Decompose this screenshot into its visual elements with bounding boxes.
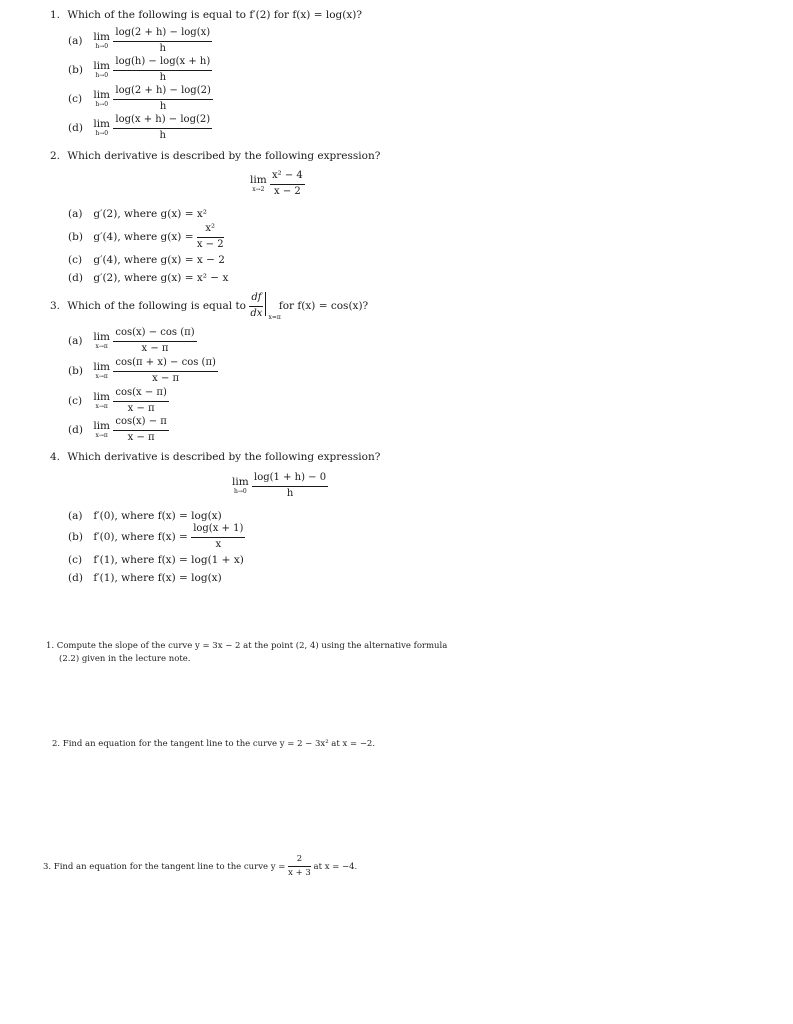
question-number: 1. xyxy=(50,9,61,21)
question-text: Which of the following is equal to f′(2) for f(x) = log(x)? xyxy=(67,9,363,21)
q4-option-a xyxy=(68,510,222,522)
derivative-fraction: $\frac{df}{dx}$ xyxy=(250,292,263,319)
problem-1-line-2: (2.2) given in the lecture note. xyxy=(59,654,191,664)
limit: lim h→0 xyxy=(93,89,111,108)
limit: lim x→π xyxy=(93,420,111,439)
option-label: (b) xyxy=(68,531,83,543)
q3-option-b xyxy=(68,358,218,384)
fraction: $\frac{\text{x² − 4}}{x - 2}$ xyxy=(272,170,303,197)
question-2 xyxy=(50,150,380,162)
problem-3-text-end: at x = −4. xyxy=(313,861,358,872)
question-4 xyxy=(50,451,380,463)
fraction: $\frac{\log(1 + h) - 0}{h}$ xyxy=(254,472,327,499)
limit: lim h→0 xyxy=(93,118,111,137)
q4-option-d xyxy=(68,572,222,584)
option-text: g′(2), where g(x) = x² − x xyxy=(93,272,229,284)
evaluation-bar: x=π xyxy=(268,314,281,321)
option-text: g′(4), where g(x) = x − 2 xyxy=(93,254,225,266)
fraction: $\frac{\cos(\pi + x) - \cos (\pi)}{x - \pi}$ xyxy=(115,357,216,384)
option-label: (c) xyxy=(68,395,83,407)
fraction: $\frac{\log(h) - \log(x + h)}{h}$ xyxy=(115,56,211,83)
q2-option-d xyxy=(68,272,228,284)
option-label: (c) xyxy=(68,93,83,105)
fraction: $\frac{2}{x + 3}$ xyxy=(288,854,311,878)
option-label: (a) xyxy=(68,35,83,47)
option-label: (c) xyxy=(68,254,83,266)
q1-option-d xyxy=(68,115,212,141)
question-text: Which of the following is equal to xyxy=(67,300,247,312)
question-text-end: for f(x) = cos(x)? xyxy=(278,300,369,312)
option-label: (d) xyxy=(68,424,83,436)
option-label: (b) xyxy=(68,231,83,243)
limit: lim x→π xyxy=(93,361,111,380)
problem-2: 2. Find an equation for the tangent line to the curve y = 2 − 3x² at x = −2. xyxy=(52,739,376,749)
option-label: (a) xyxy=(68,335,83,347)
fraction: $\frac{\log(2 + h) - \log(2)}{h}$ xyxy=(115,85,211,112)
option-text: f′(0), where f(x) = log(x) xyxy=(93,510,222,522)
option-text: f′(1), where f(x) = log(x) xyxy=(93,572,222,584)
question-3 xyxy=(50,292,368,320)
q2-option-a xyxy=(68,208,207,220)
problem-3-text: 3. Find an equation for the tangent line to the curve y = xyxy=(43,861,286,872)
q3-option-a xyxy=(68,328,197,354)
q4-option-c xyxy=(68,554,244,566)
fraction: $\frac{\cos(x - \pi)}{x - \pi}$ xyxy=(115,387,167,414)
option-label: (c) xyxy=(68,554,83,566)
option-text: f′(0), where f(x) = xyxy=(93,531,188,543)
question-number: 4. xyxy=(50,451,61,463)
q4-option-b xyxy=(68,524,245,550)
fraction: $\frac{\text{x²}}{x - 2}$ xyxy=(196,223,224,250)
fraction: $\frac{\log(2 + h) - \log(x)}{h}$ xyxy=(115,27,211,54)
question-1 xyxy=(50,9,362,21)
q1-option-a xyxy=(68,28,212,54)
fraction: $\frac{\cos(x) - \pi}{x - \pi}$ xyxy=(115,416,167,443)
problem-3 xyxy=(43,855,357,878)
limit: lim h→0 xyxy=(93,60,111,79)
question-text: Which derivative is described by the following expression? xyxy=(67,150,381,162)
q2-display-expression xyxy=(250,171,305,197)
option-label: (d) xyxy=(68,272,83,284)
limit: lim h→0 xyxy=(232,476,249,495)
option-label: (d) xyxy=(68,122,83,134)
q2-option-b xyxy=(68,224,224,250)
option-text: g′(2), where g(x) = x² xyxy=(93,208,207,220)
problem-1-line-1: 1. Compute the slope of the curve y = 3x − 2 at the point (2, 4) using the alternative formula xyxy=(46,641,448,651)
q4-display-expression xyxy=(232,473,328,499)
q2-option-c xyxy=(68,254,225,266)
fraction: $\frac{\log(x + h) - \log(2)}{h}$ xyxy=(115,114,211,141)
limit: lim h→0 xyxy=(93,31,111,50)
option-label: (a) xyxy=(68,510,83,522)
question-number: 3. xyxy=(50,300,61,312)
option-label: (b) xyxy=(68,365,83,377)
option-label: (a) xyxy=(68,208,83,220)
limit: lim x→2 xyxy=(250,174,267,193)
q3-option-d xyxy=(68,417,169,443)
option-label: (b) xyxy=(68,64,83,76)
fraction: $\frac{\cos(x) - \cos (\pi)}{x - \pi}$ xyxy=(115,327,195,354)
question-text: Which derivative is described by the following expression? xyxy=(67,451,381,463)
option-text: f′(1), where f(x) = log(1 + x) xyxy=(93,554,244,566)
q3-option-c xyxy=(68,388,169,414)
fraction: $\frac{\log(x + 1)}{x}$ xyxy=(193,523,244,550)
limit: lim x→π xyxy=(93,331,111,350)
q1-option-b xyxy=(68,57,212,83)
limit: lim x→π xyxy=(93,391,111,410)
option-text: g′(4), where g(x) = xyxy=(93,231,194,243)
option-label: (d) xyxy=(68,572,83,584)
question-number: 2. xyxy=(50,150,61,162)
q1-option-c xyxy=(68,86,213,112)
